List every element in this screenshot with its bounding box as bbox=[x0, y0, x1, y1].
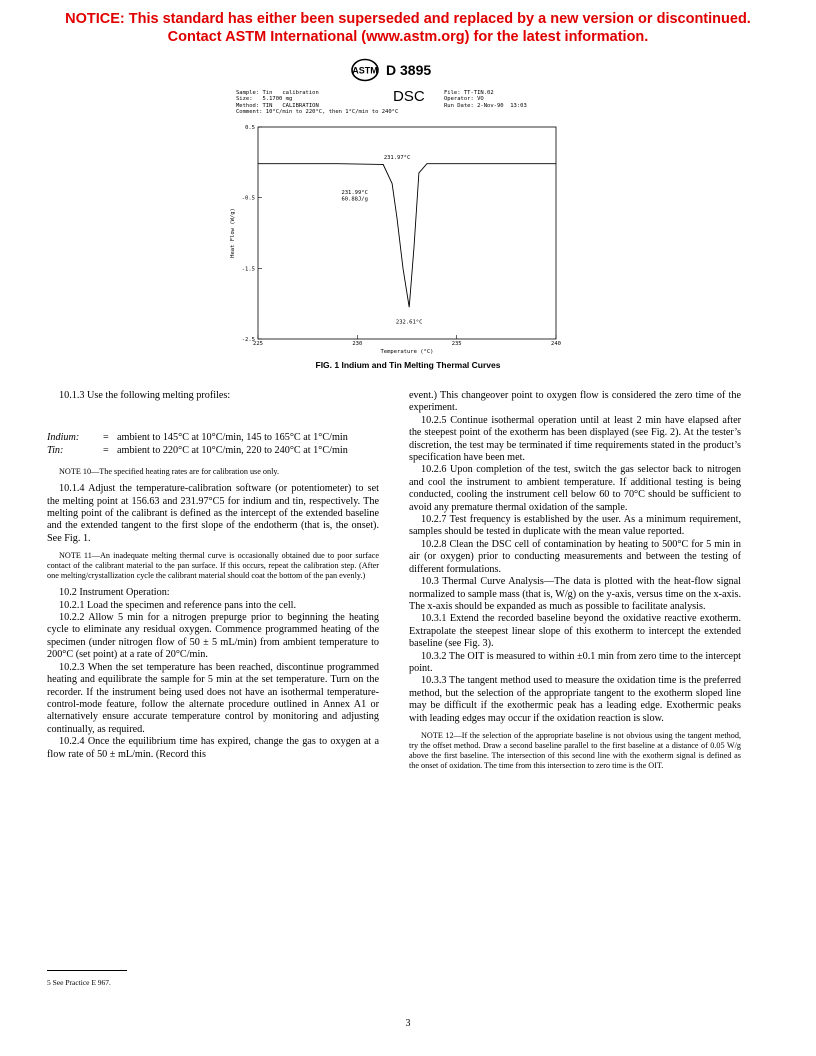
dsc-chart bbox=[220, 88, 570, 358]
para-10-3-3: 10.3.3 The tangent method used to measure the oxidation time is the preferred method, but the selection of the appropriate tangent to the exotherm sloped line may be difficult if the exothermic peak has a leading edge. Exothermic peaks with leading edges may occur if the oxidation reaction is slow. bbox=[409, 675, 741, 724]
figure-meta-left: Sample: Tin calibration Size: 5.1700 mg Method: TIN CALIBRATION Comment: 10°C/min to 220°C, then 1°C/min to 240°C bbox=[236, 90, 399, 115]
svg-text:ASTM: ASTM bbox=[352, 65, 378, 76]
profile-tin: Tin: = ambient to 220°C at 10°C/min, 220 to 240°C at 1°C/min bbox=[47, 444, 348, 456]
dsc-curve bbox=[258, 164, 556, 308]
footnote-rule bbox=[47, 970, 127, 971]
para-10-1-3: 10.1.3 Use the following melting profiles: bbox=[59, 390, 231, 401]
para-10-2-5: 10.2.5 Continue isothermal operation until at least 2 min have elapsed after the steepest point of the exotherm has been displayed (see Fig. 2). At the tester’s discretion, the test may be terminated if time requirements stated in the product’s specification have been met. bbox=[409, 414, 741, 464]
document-header bbox=[350, 58, 431, 82]
para-10-2-7: 10.2.7 Test frequency is established by the user. As a minimum requirement, samples should be tested in duplicate with the mean value reported. bbox=[409, 514, 741, 538]
notice-line-2: Contact ASTM International (www.astm.org) for the latest information. bbox=[167, 29, 649, 45]
y-tick-label: -2.5 bbox=[241, 337, 255, 343]
note-10: NOTE 10—The specified heating rates are for calibration use only. bbox=[59, 467, 279, 477]
x-tick-label: 225 bbox=[253, 341, 263, 347]
figure-caption: FIG. 1 Indium and Tin Melting Thermal Curves bbox=[315, 360, 501, 370]
para-10-2-4: 10.2.4 Once the equilibrium time has expired, change the gas to oxygen at a flow rate of 50 ± mL/min. (Record this bbox=[47, 736, 379, 760]
notice-banner bbox=[0, 10, 816, 46]
para-10-2-2: 10.2.2 Allow 5 min for a nitrogen prepurge prior to beginning the heating cycle to eliminate any residual oxygen. Commence programmed heating of the specimen (under nitrogen flow of 50 ± 5 mL/min) from ambient temperature to 200°C (set point) at a rate of 20°C/min. bbox=[47, 612, 379, 661]
page-number: 3 bbox=[405, 1018, 411, 1029]
annotation-enthalpy: 231.99°C bbox=[341, 190, 368, 197]
para-10-3-2: 10.3.2 The OIT is measured to within ±0.1 min from zero time to the intercept point. bbox=[409, 650, 741, 674]
y-tick-label: -0.5 bbox=[241, 195, 255, 202]
figure-instrument-label: DSC bbox=[393, 88, 425, 105]
y-tick-label: 0.5 bbox=[245, 125, 255, 131]
x-tick-label: 235 bbox=[451, 341, 462, 347]
figure-meta-right: File: TT-TIN.02 Operator: VO Run Date: 2-Nov-90 13:03 bbox=[444, 90, 527, 109]
profile-label: Indium: bbox=[47, 432, 80, 444]
notice-line-1: NOTICE: This standard has either been superseded and replaced by a new version or discontinued. bbox=[65, 11, 751, 27]
para-continued: event.) This changeover point to oxygen flow is considered the zero time of the experiment. bbox=[409, 390, 741, 414]
profile-label: Tin: bbox=[47, 444, 64, 456]
x-tick-label: 240 bbox=[551, 341, 561, 347]
para-10-2-3: 10.2.3 When the set temperature has been reached, discontinue programmed heating and equilibrate the sample for 5 min at the set temperature. Turn on the recorder. If the instrument being used does not have an isothermal temperature-control-mode feature, follow the alternate procedure outlined in Annex A1 or alternatively ensure accurate temperature control by monitoring and adjusting continually, as required. bbox=[47, 661, 379, 735]
x-axis-label: Temperature (°C) bbox=[380, 349, 434, 355]
footnote-5: 5 See Practice E 967. bbox=[47, 978, 111, 987]
left-column bbox=[47, 390, 379, 761]
profile-indium: Indium: = ambient to 145°C at 10°C/min, 145 to 165°C at 1°C/min bbox=[47, 432, 348, 444]
y-tick-label: -1.5 bbox=[241, 266, 255, 273]
para-10-2-1: 10.2.1 Load the specimen and reference pans into the cell. bbox=[59, 599, 297, 611]
standard-designation: D 3895 bbox=[386, 62, 432, 78]
figure-1 bbox=[220, 88, 570, 358]
para-10-2-6: 10.2.6 Upon completion of the test, switch the gas selector back to nitrogen and cool the instrument to ambient temperature. If additional testing is being conducted, cooling the instrument cell below 60 to 70°C should be sufficient to avoid any premature thermal oxidation of the sample. bbox=[409, 464, 741, 513]
note-12: NOTE 12—If the selection of the appropriate baseline is not obvious using the tangent method, try the offset method. Draw a second baseline parallel to the first baseline at a distance of 0.05 W/g above the first baseline. The intersection of this second line with the exotherm signal is defined as the onset of oxidation. The time from this intersection to zero time is the OIT. bbox=[409, 730, 741, 770]
annotation-onset: 231.97°C bbox=[383, 154, 411, 161]
annotation-enthalpy: 60.88J/g bbox=[341, 196, 368, 203]
annotation-peak: 232.61°C bbox=[395, 319, 423, 326]
astm-logo-icon bbox=[350, 58, 380, 82]
y-axis-label: Heat Flow (W/g) bbox=[230, 208, 236, 258]
para-10-3: 10.3 Thermal Curve Analysis—The data is plotted with the heat-flow signal normalized to sample mass (that is, W/g) on the y-axis, versus time on the x-axis. The x-axis should be expanded as much as possible to facilitate analysis. bbox=[409, 576, 741, 612]
para-10-2-8: 10.2.8 Clean the DSC cell of contamination by heating to 500°C for 5 min in air (or oxygen) prior to conducting measurements and between the testing of different formulations. bbox=[409, 538, 741, 575]
para-10-1-4: 10.1.4 Adjust the temperature-calibration software (or potentiometer) to set the melting point at 156.63 and 231.97°C5 for indium and tin, respectively. The melting point of the calibrant is defined as the intercept of the extended baseline and the extended tangent to the first slope of the endotherm (that is, the onset). See Fig. 1. bbox=[47, 483, 379, 544]
note-11: NOTE 11—An inadequate melting thermal curve is occasionally obtained due to poor surface contact of the calibrant material to the pan surface. If this occurs, repeat the calibration step. (After one melting/crystallization cycle the calibrant material should coat the bottom of the pan evenly.) bbox=[47, 551, 379, 581]
para-10-3-1: 10.3.1 Extend the recorded baseline beyond the oxidative reactive exotherm. Extrapolate the steepest linear slope of this exotherm to intercept the extended baseline (see Fig. 3). bbox=[409, 613, 741, 650]
x-tick-label: 230 bbox=[352, 341, 363, 347]
heading-10-2: 10.2 Instrument Operation: bbox=[59, 587, 170, 599]
right-column bbox=[409, 390, 741, 777]
